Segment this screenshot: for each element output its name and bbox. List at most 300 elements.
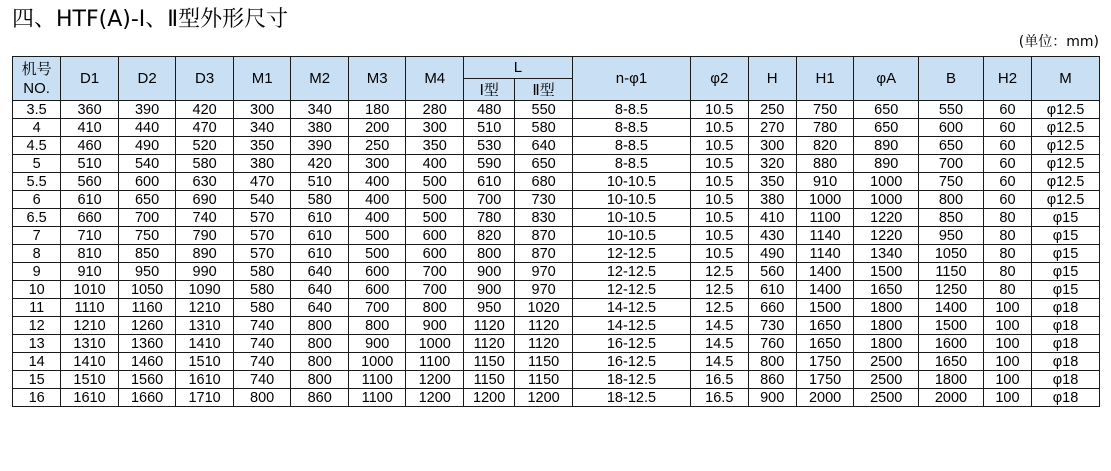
table-cell: 60 <box>983 119 1031 137</box>
table-cell: 250 <box>348 137 406 155</box>
table-cell: 9 <box>13 263 61 281</box>
table-cell: 970 <box>515 281 573 299</box>
header-model-top: 机号 <box>21 60 52 78</box>
table-cell: 560 <box>748 263 796 281</box>
table-cell: 8-8.5 <box>572 119 690 137</box>
table-cell: 540 <box>118 155 176 173</box>
table-row <box>13 137 1100 155</box>
table-cell: 760 <box>748 335 796 353</box>
table-cell: 1100 <box>348 389 406 407</box>
table-cell: 1000 <box>406 335 464 353</box>
table-cell: 12-12.5 <box>572 245 690 263</box>
header-m: M <box>1032 57 1100 101</box>
table-cell: 5.5 <box>13 173 61 191</box>
table-cell: φ18 <box>1032 317 1100 335</box>
table-cell: 800 <box>406 299 464 317</box>
table-cell: 850 <box>919 209 984 227</box>
table-cell: 1410 <box>61 353 119 371</box>
table-cell: 80 <box>983 209 1031 227</box>
table-cell: 10-10.5 <box>572 173 690 191</box>
table-row <box>13 245 1100 263</box>
table-cell: 820 <box>464 227 515 245</box>
table-cell: 540 <box>233 191 291 209</box>
table-cell: 12-12.5 <box>572 281 690 299</box>
table-cell: 12-12.5 <box>572 263 690 281</box>
header-b: B <box>919 57 984 101</box>
table-cell: 800 <box>233 389 291 407</box>
table-cell: 1010 <box>61 281 119 299</box>
table-cell: 900 <box>406 317 464 335</box>
table-cell: 380 <box>233 155 291 173</box>
table-cell: 10.5 <box>691 119 749 137</box>
table-cell: 580 <box>233 299 291 317</box>
table-cell: 730 <box>515 191 573 209</box>
table-cell: φ15 <box>1032 281 1100 299</box>
table-cell: 870 <box>515 227 573 245</box>
table-cell: 350 <box>233 137 291 155</box>
table-cell: 950 <box>919 227 984 245</box>
table-cell: 1150 <box>515 353 573 371</box>
table-row <box>13 209 1100 227</box>
table-cell: 1220 <box>854 209 919 227</box>
table-row <box>13 173 1100 191</box>
table-cell: 900 <box>464 263 515 281</box>
table-cell: 14.5 <box>691 317 749 335</box>
table-cell: 300 <box>348 155 406 173</box>
table-cell: 580 <box>233 263 291 281</box>
table-cell: 1650 <box>854 281 919 299</box>
table-cell: φ18 <box>1032 353 1100 371</box>
table-cell: 4.5 <box>13 137 61 155</box>
table-cell: 7 <box>13 227 61 245</box>
table-cell: 740 <box>233 371 291 389</box>
table-cell: 1100 <box>406 353 464 371</box>
table-cell: 400 <box>406 155 464 173</box>
table-cell: 780 <box>464 209 515 227</box>
table-cell: 1120 <box>515 335 573 353</box>
table-cell: 10.5 <box>691 137 749 155</box>
table-cell: 100 <box>983 389 1031 407</box>
table-cell: 100 <box>983 353 1031 371</box>
table-cell: 970 <box>515 263 573 281</box>
table-cell: 8-8.5 <box>572 137 690 155</box>
table-cell: 470 <box>233 173 291 191</box>
header-l: L <box>464 57 573 79</box>
table-cell: 1650 <box>919 353 984 371</box>
table-cell: 5 <box>13 155 61 173</box>
table-cell: 10.5 <box>691 209 749 227</box>
header-phia: φA <box>854 57 919 101</box>
table-cell: 800 <box>291 371 349 389</box>
table-cell: 10.5 <box>691 227 749 245</box>
table-cell: 700 <box>118 209 176 227</box>
table-row <box>13 155 1100 173</box>
table-cell: 1360 <box>118 335 176 353</box>
table-cell: 1600 <box>919 335 984 353</box>
table-cell: φ18 <box>1032 299 1100 317</box>
table-cell: 10-10.5 <box>572 209 690 227</box>
table-cell: φ15 <box>1032 227 1100 245</box>
table-cell: 1020 <box>515 299 573 317</box>
table-cell: 600 <box>348 281 406 299</box>
table-cell: 600 <box>118 173 176 191</box>
table-cell: 1500 <box>854 263 919 281</box>
table-cell: 16.5 <box>691 389 749 407</box>
table-cell: 570 <box>233 209 291 227</box>
table-cell: 10-10.5 <box>572 227 690 245</box>
table-cell: 660 <box>61 209 119 227</box>
table-cell: 550 <box>919 101 984 119</box>
table-cell: 1150 <box>464 353 515 371</box>
table-cell: 1210 <box>61 317 119 335</box>
table-cell: 700 <box>406 263 464 281</box>
table-cell: 14-12.5 <box>572 299 690 317</box>
table-cell: 1000 <box>796 191 854 209</box>
table-cell: 80 <box>983 245 1031 263</box>
table-cell: 1090 <box>176 281 234 299</box>
table-cell: 6.5 <box>13 209 61 227</box>
table-cell: 600 <box>919 119 984 137</box>
table-cell: 500 <box>406 209 464 227</box>
table-cell: 10-10.5 <box>572 191 690 209</box>
table-cell: 950 <box>464 299 515 317</box>
table-cell: 400 <box>348 209 406 227</box>
table-cell: 510 <box>61 155 119 173</box>
table-cell: 800 <box>348 317 406 335</box>
table-cell: 16.5 <box>691 371 749 389</box>
table-cell: 280 <box>406 101 464 119</box>
table-cell: 890 <box>176 245 234 263</box>
table-cell: 60 <box>983 173 1031 191</box>
table-cell: 2500 <box>854 353 919 371</box>
table-cell: 12.5 <box>691 299 749 317</box>
table-cell: 590 <box>464 155 515 173</box>
table-cell: 990 <box>176 263 234 281</box>
table-cell: 1800 <box>854 335 919 353</box>
table-row <box>13 119 1100 137</box>
table-cell: 800 <box>748 353 796 371</box>
table-cell: 60 <box>983 155 1031 173</box>
table-cell: 1260 <box>118 317 176 335</box>
table-cell: φ15 <box>1032 263 1100 281</box>
table-cell: 1120 <box>464 317 515 335</box>
table-cell: 100 <box>983 335 1031 353</box>
table-cell: 600 <box>406 227 464 245</box>
table-cell: 13 <box>13 335 61 353</box>
table-cell: 2000 <box>796 389 854 407</box>
table-cell: 860 <box>291 389 349 407</box>
table-cell: 690 <box>176 191 234 209</box>
table-cell: 270 <box>748 119 796 137</box>
table-cell: 16-12.5 <box>572 353 690 371</box>
table-body <box>13 101 1100 407</box>
table-cell: 300 <box>233 101 291 119</box>
table-cell: 1560 <box>118 371 176 389</box>
table-cell: 900 <box>748 389 796 407</box>
table-cell: 11 <box>13 299 61 317</box>
page-title: 四、HTF(A)-Ⅰ、Ⅱ型外形尺寸 <box>12 7 289 32</box>
table-cell: 480 <box>464 101 515 119</box>
table-cell: 500 <box>348 245 406 263</box>
table-cell: 410 <box>748 209 796 227</box>
table-cell: 1510 <box>61 371 119 389</box>
table-cell: 1200 <box>515 389 573 407</box>
table-cell: 420 <box>291 155 349 173</box>
table-cell: 16 <box>13 389 61 407</box>
table-cell: 350 <box>748 173 796 191</box>
table-cell: 14-12.5 <box>572 317 690 335</box>
header-model <box>13 57 61 101</box>
table-cell: 800 <box>464 245 515 263</box>
table-row <box>13 389 1100 407</box>
table-cell: 520 <box>176 137 234 155</box>
table-row <box>13 281 1100 299</box>
table-cell: 1200 <box>406 371 464 389</box>
table-cell: 420 <box>176 101 234 119</box>
table-cell: φ12.5 <box>1032 137 1100 155</box>
table-cell: 1400 <box>796 263 854 281</box>
table-cell: 780 <box>796 119 854 137</box>
table-cell: 400 <box>348 191 406 209</box>
table-cell: 3.5 <box>13 101 61 119</box>
table-cell: 1340 <box>854 245 919 263</box>
table-cell: 1160 <box>118 299 176 317</box>
table-cell: 600 <box>348 263 406 281</box>
table-cell: 890 <box>854 155 919 173</box>
table-cell: 360 <box>61 101 119 119</box>
table-cell: 14.5 <box>691 335 749 353</box>
table-cell: 610 <box>291 209 349 227</box>
table-cell: 1110 <box>61 299 119 317</box>
header-phi2: φ2 <box>691 57 749 101</box>
table-cell: 1310 <box>61 335 119 353</box>
table-cell: 910 <box>61 263 119 281</box>
table-cell: φ18 <box>1032 371 1100 389</box>
table-cell: 830 <box>515 209 573 227</box>
table-cell: 650 <box>515 155 573 173</box>
table-cell: 700 <box>919 155 984 173</box>
dimension-table <box>12 56 1100 407</box>
table-cell: 820 <box>796 137 854 155</box>
table-cell: 1200 <box>406 389 464 407</box>
table-row <box>13 263 1100 281</box>
table-cell: 6 <box>13 191 61 209</box>
table-cell: 1500 <box>919 317 984 335</box>
table-cell: 100 <box>983 371 1031 389</box>
header-d1: D1 <box>61 57 119 101</box>
table-row <box>13 317 1100 335</box>
table-cell: 1400 <box>919 299 984 317</box>
table-cell: 740 <box>233 317 291 335</box>
table-cell: φ12.5 <box>1032 101 1100 119</box>
table-row <box>13 101 1100 119</box>
table-cell: 60 <box>983 101 1031 119</box>
header-d3: D3 <box>176 57 234 101</box>
table-row <box>13 227 1100 245</box>
table-cell: 1610 <box>61 389 119 407</box>
table-cell: 500 <box>406 191 464 209</box>
table-cell: 1310 <box>176 317 234 335</box>
table-cell: 1220 <box>854 227 919 245</box>
table-cell: 410 <box>61 119 119 137</box>
table-cell: 500 <box>348 227 406 245</box>
table-cell: 490 <box>748 245 796 263</box>
table-cell: 2500 <box>854 389 919 407</box>
table-cell: 60 <box>983 191 1031 209</box>
table-cell: 1660 <box>118 389 176 407</box>
table-cell: 650 <box>919 137 984 155</box>
table-cell: 640 <box>515 137 573 155</box>
table-cell: 580 <box>515 119 573 137</box>
table-cell: 12.5 <box>691 263 749 281</box>
table-cell: 680 <box>515 173 573 191</box>
table-cell: 510 <box>464 119 515 137</box>
table-cell: 790 <box>176 227 234 245</box>
table-cell: 700 <box>464 191 515 209</box>
table-cell: 12 <box>13 317 61 335</box>
header-l-type2: Ⅱ型 <box>515 79 573 101</box>
table-cell: 10.5 <box>691 155 749 173</box>
table-cell: 1120 <box>464 335 515 353</box>
table-cell: 580 <box>233 281 291 299</box>
table-cell: 1650 <box>796 335 854 353</box>
table-cell: 1150 <box>515 371 573 389</box>
table-cell: φ12.5 <box>1032 155 1100 173</box>
table-cell: 460 <box>61 137 119 155</box>
table-cell: 1000 <box>348 353 406 371</box>
table-cell: 80 <box>983 227 1031 245</box>
table-cell: 1410 <box>176 335 234 353</box>
table-cell: 660 <box>748 299 796 317</box>
table-cell: 1140 <box>796 245 854 263</box>
header-h: H <box>748 57 796 101</box>
table-cell: 900 <box>464 281 515 299</box>
table-cell: 570 <box>233 227 291 245</box>
header-n-phi1: n-φ1 <box>572 57 690 101</box>
table-cell: 1050 <box>118 281 176 299</box>
table-cell: 1800 <box>854 317 919 335</box>
table-cell: 1750 <box>796 353 854 371</box>
table-cell: 390 <box>118 101 176 119</box>
table-cell: 380 <box>748 191 796 209</box>
table-cell: 10.5 <box>691 101 749 119</box>
table-cell: 870 <box>515 245 573 263</box>
table-row <box>13 299 1100 317</box>
table-cell: 640 <box>291 263 349 281</box>
table-cell: 730 <box>748 317 796 335</box>
table-cell: 650 <box>854 119 919 137</box>
table-cell: 440 <box>118 119 176 137</box>
header-h2: H2 <box>983 57 1031 101</box>
table-cell: 430 <box>748 227 796 245</box>
header-m2: M2 <box>291 57 349 101</box>
header-d2: D2 <box>118 57 176 101</box>
table-cell: 250 <box>748 101 796 119</box>
table-cell: 890 <box>854 137 919 155</box>
table-cell: 560 <box>61 173 119 191</box>
table-cell: 880 <box>796 155 854 173</box>
table-cell: 750 <box>796 101 854 119</box>
table-cell: 610 <box>464 173 515 191</box>
table-cell: 1000 <box>854 191 919 209</box>
table-cell: 10.5 <box>691 245 749 263</box>
table-cell: 8 <box>13 245 61 263</box>
table-cell: 1050 <box>919 245 984 263</box>
table-cell: φ15 <box>1032 209 1100 227</box>
table-cell: 700 <box>406 281 464 299</box>
table-cell: 1200 <box>464 389 515 407</box>
table-cell: 200 <box>348 119 406 137</box>
table-cell: 100 <box>983 299 1031 317</box>
table-cell: 1150 <box>464 371 515 389</box>
table-cell: 640 <box>291 281 349 299</box>
table-cell: 320 <box>748 155 796 173</box>
table-cell: φ12.5 <box>1032 191 1100 209</box>
table-cell: 570 <box>233 245 291 263</box>
table-cell: 60 <box>983 137 1031 155</box>
table-cell: 2000 <box>919 389 984 407</box>
table-row <box>13 371 1100 389</box>
table-cell: 610 <box>291 227 349 245</box>
table-cell: 550 <box>515 101 573 119</box>
table-cell: 650 <box>854 101 919 119</box>
table-cell: 1650 <box>796 317 854 335</box>
table-cell: 1710 <box>176 389 234 407</box>
table-cell: 610 <box>748 281 796 299</box>
table-row <box>13 335 1100 353</box>
table-cell: 1610 <box>176 371 234 389</box>
header-l-type1: Ⅰ型 <box>464 79 515 101</box>
table-cell: 630 <box>176 173 234 191</box>
table-cell: 15 <box>13 371 61 389</box>
table-cell: 1500 <box>796 299 854 317</box>
table-cell: 610 <box>291 245 349 263</box>
table-cell: φ18 <box>1032 389 1100 407</box>
table-cell: 10.5 <box>691 191 749 209</box>
table-cell: 80 <box>983 263 1031 281</box>
header-m3: M3 <box>348 57 406 101</box>
table-cell: 1120 <box>515 317 573 335</box>
table-cell: 610 <box>61 191 119 209</box>
table-cell: φ12.5 <box>1032 173 1100 191</box>
table-cell: 1140 <box>796 227 854 245</box>
table-cell: 4 <box>13 119 61 137</box>
table-cell: 800 <box>291 353 349 371</box>
table-cell: 18-12.5 <box>572 371 690 389</box>
table-cell: 380 <box>291 119 349 137</box>
table-cell: 1510 <box>176 353 234 371</box>
table-cell: 1000 <box>854 173 919 191</box>
table-cell: 340 <box>291 101 349 119</box>
header-h1: H1 <box>796 57 854 101</box>
table-cell: 490 <box>118 137 176 155</box>
table-cell: 12.5 <box>691 281 749 299</box>
table-cell: 700 <box>348 299 406 317</box>
table-cell: 300 <box>406 119 464 137</box>
table-cell: 650 <box>118 191 176 209</box>
table-cell: 400 <box>348 173 406 191</box>
unit-note: (单位：mm) <box>1018 34 1099 50</box>
table-cell: 18-12.5 <box>572 389 690 407</box>
header-model-bottom: NO. <box>23 79 50 97</box>
table-cell: 350 <box>406 137 464 155</box>
table-row <box>13 191 1100 209</box>
table-cell: 340 <box>233 119 291 137</box>
table-cell: 390 <box>291 137 349 155</box>
table-cell: 800 <box>919 191 984 209</box>
table-cell: 810 <box>61 245 119 263</box>
table-cell: φ12.5 <box>1032 119 1100 137</box>
